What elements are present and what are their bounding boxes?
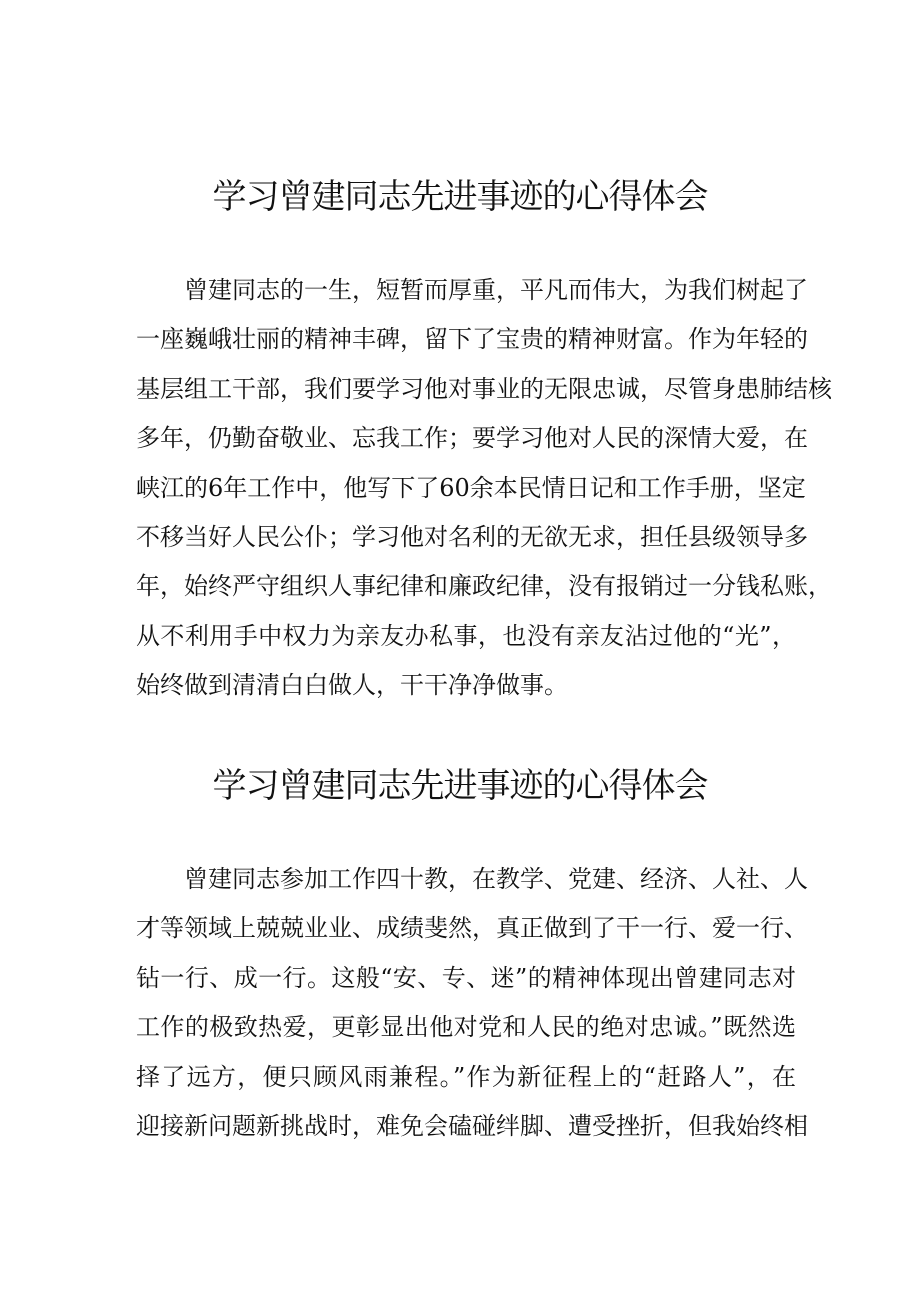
paragraph-line: 峡江的6年工作中，他写下了60余本民情日记和工作手册，坚定 bbox=[136, 473, 806, 502]
paragraph-line: 钻一行、成一行。这般“安、专、迷”的精神体现出曾建同志对 bbox=[136, 963, 796, 992]
paragraph-line: 基层组工干部，我们要学习他对事业的无限忠诚，尽管身患肺结核 bbox=[136, 374, 832, 403]
section-paragraph bbox=[136, 274, 832, 719]
paragraph-line: 从不利用手中权力为亲友办私事，也没有亲友沾过他的“光”， bbox=[136, 621, 796, 650]
section-title: 学习曾建同志先进事迹的心得体会 bbox=[212, 177, 708, 217]
paragraph-line: 年，始终严守组织人事纪律和廉政纪律，没有报销过一分钱私账， bbox=[136, 572, 832, 601]
paragraph-line: 曾建同志参加工作四十教，在教学、党建、经济、人社、人 bbox=[184, 865, 808, 893]
paragraph-line: 工作的极致热爱，更彰显出他对党和人民的绝对忠诚。”既然选 bbox=[136, 1013, 796, 1042]
paragraph-line: 不移当好人民公仆；学习他对名利的无欲无求，担任县级领导多 bbox=[136, 522, 808, 551]
paragraph-line: 择了远方，便只顾风雨兼程。”作为新征程上的“赶路人”，在 bbox=[136, 1062, 796, 1091]
paragraph-line: 才等领域上兢兢业业、成绩斐然，真正做到了干一行、爱一行、 bbox=[136, 914, 808, 943]
paragraph-line: 一座巍峨壮丽的精神丰碑，留下了宝贵的精神财富。作为年轻的 bbox=[136, 325, 808, 354]
paragraph-line: 始终做到清清白白做人，干干净净做事。 bbox=[136, 671, 568, 700]
section-paragraph bbox=[136, 863, 808, 1159]
paragraph-line: 曾建同志的一生，短暂而厚重，平凡而伟大，为我们树起了 bbox=[184, 276, 808, 304]
paragraph-line: 迎接新问题新挑战时，难免会磕碰绊脚、遭受挫折，但我始终相 bbox=[136, 1111, 808, 1140]
paragraph-line: 多年，仍勤奋敬业、忘我工作；要学习他对人民的深情大爱，在 bbox=[136, 424, 808, 453]
section-title: 学习曾建同志先进事迹的心得体会 bbox=[212, 766, 708, 806]
